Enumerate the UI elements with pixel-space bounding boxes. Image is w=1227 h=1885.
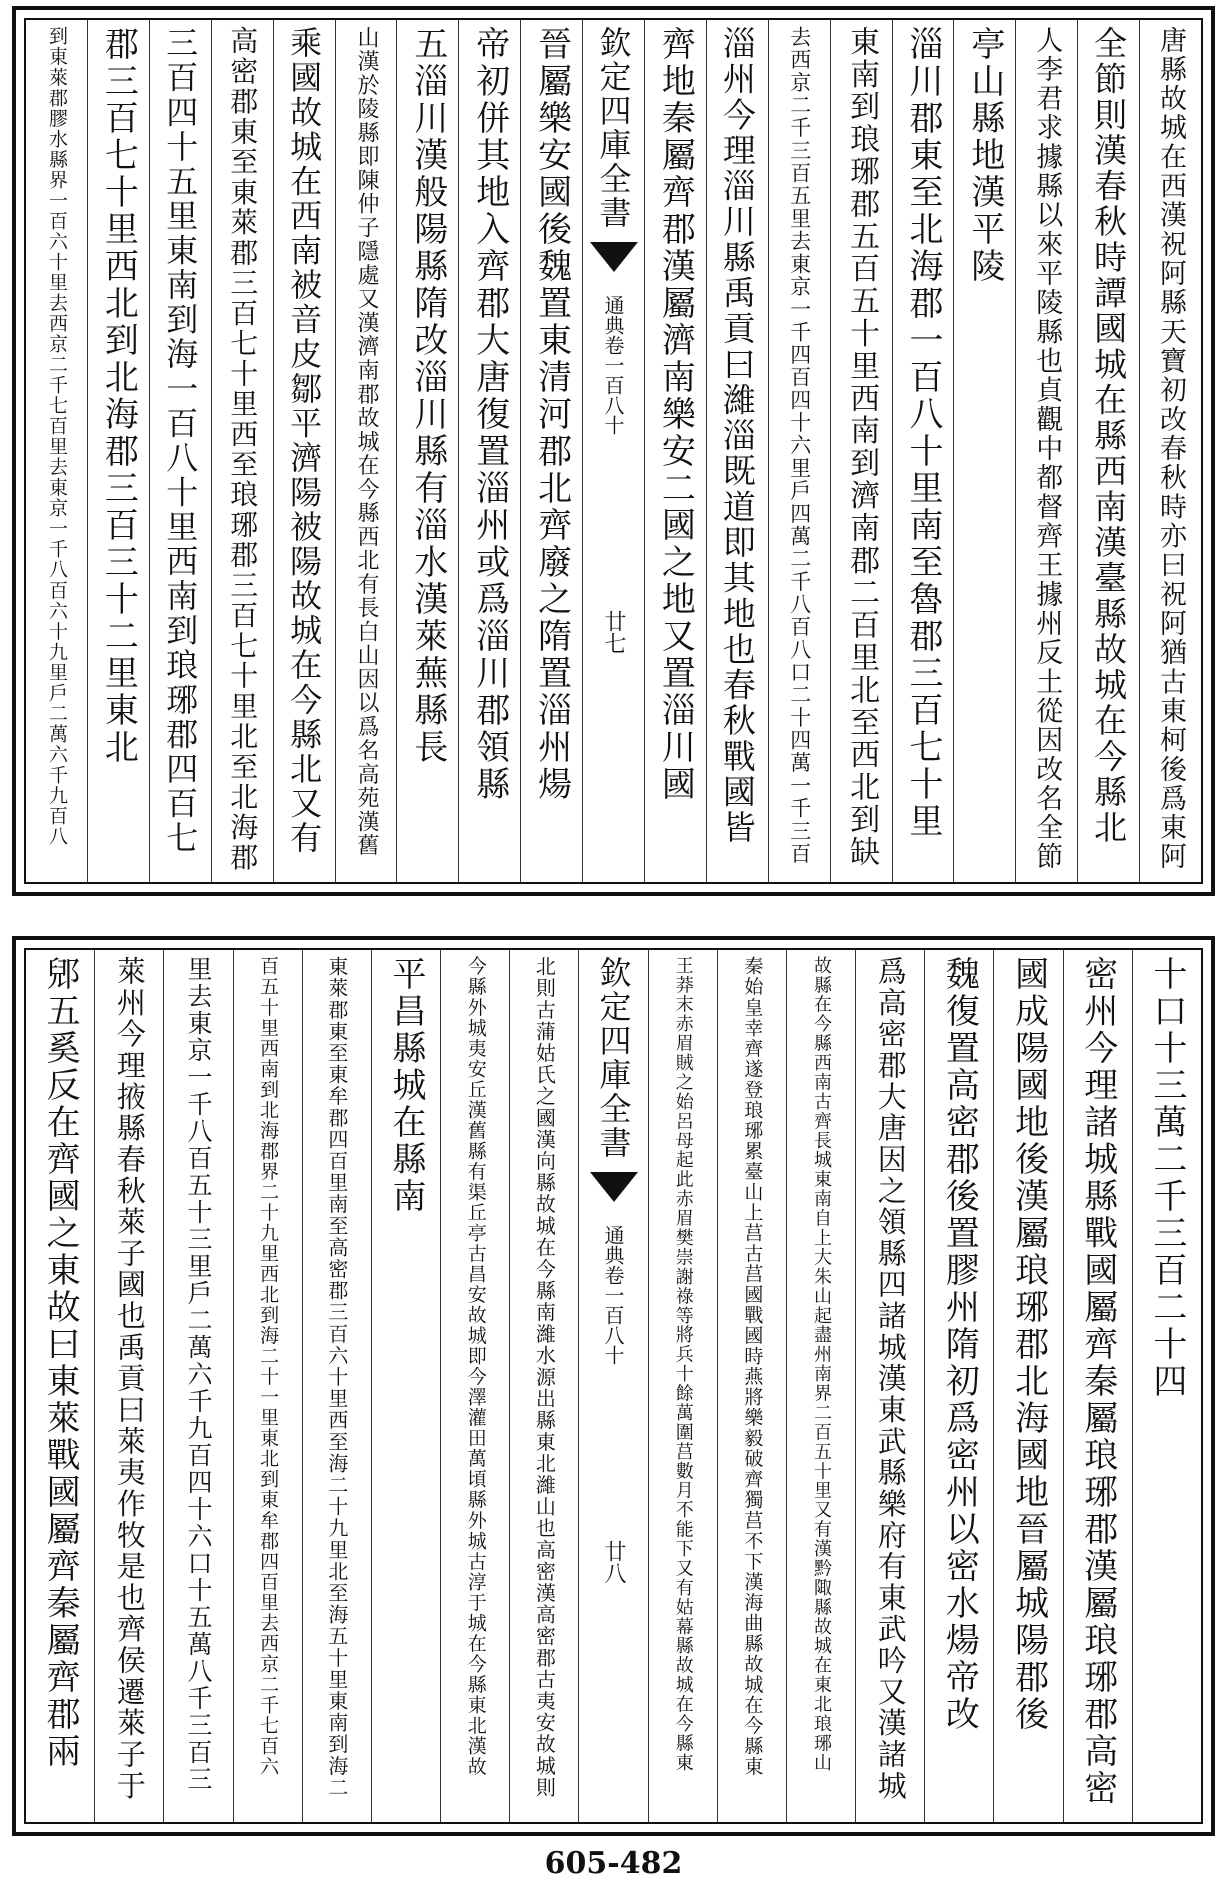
top-page-columns [26, 20, 1201, 882]
page-spine [578, 950, 647, 1822]
text-column: 晉屬樂安國後魏置東清河郡北齊廢之隋置淄州煬 [520, 20, 582, 882]
text-column: 三百四十五里東南到海一百八十里西南到琅琊郡四百七 [149, 20, 211, 882]
text-column: 平昌縣城在縣南 [371, 950, 440, 1822]
text-column: 萊州今理掖縣春秋萊子國也禹貢曰萊夷作牧是也齊侯遷萊子于 [94, 950, 163, 1822]
page-spine [582, 20, 644, 882]
text-column: 五淄川漢般陽縣隋改淄川縣有淄水漢萊蕪縣長 [396, 20, 458, 882]
text-column: 淄川郡東至北海郡一百八十里南至魯郡三百七十里 [892, 20, 954, 882]
bottom-page-frame [24, 948, 1203, 1824]
text-column: 秦始皇幸齊遂登琅琊累臺山上莒古莒國戰國時燕將樂毅破齊獨莒不下漢海曲縣故城在今縣東 [717, 950, 786, 1822]
top-page [12, 6, 1215, 896]
bottom-page [12, 936, 1215, 1836]
text-column: 郡三百七十里西北到北海郡三百三十二里東北 [87, 20, 149, 882]
text-column: 乘國故城在西南被音皮鄒平濟陽被陽故城在今縣北又有 [273, 20, 335, 882]
text-column: 全節則漢春秋時譚國城在縣西南漢臺縣故城在今縣北 [1077, 20, 1139, 882]
text-column: 到東萊郡膠水縣界一百六十里去西京二千七百里去東京一千八百六十九里戶二萬六千九百八 [46, 26, 69, 847]
text-column: 淄州今理淄川縣禹貢曰濰淄既道即其地也春秋戰國皆 [706, 20, 768, 882]
spine-section: 通典卷一百八十 [601, 295, 626, 435]
fishtail-mark-icon [590, 242, 638, 272]
spine-folio: 廿七 [601, 610, 627, 654]
text-column: 里去東京一千八百五十三里戶二萬六千九百四十六口十五萬八千三百三 [163, 950, 232, 1822]
fishtail-mark-icon [590, 1172, 638, 1202]
text-column: 齊地秦屬齊郡漢屬濟南樂安二國之地又置淄川國 [644, 20, 706, 882]
text-column: 亭山縣地漢平陵 [953, 20, 1015, 882]
bottom-page-columns [26, 950, 1201, 1822]
spine-title: 欽定四庫全書 [594, 26, 633, 230]
text-column: 東南到琅琊郡五百五十里西南到濟南郡二百里北至西北到缺 [830, 20, 892, 882]
text-column: 人李君求據縣以來平陵縣也貞觀中都督齊王據州反土從因改名全節 [1015, 20, 1077, 882]
text-column: 密州今理諸城縣戰國屬齊秦屬琅琊郡漢屬琅琊郡高密 [1063, 950, 1132, 1822]
text-column: 國成陽國地後漢屬琅琊郡北海國地晉屬城陽郡後 [993, 950, 1062, 1822]
text-column: 魏復置高密郡後置膠州隋初爲密州以密水煬帝改 [924, 950, 993, 1822]
top-page-frame [24, 18, 1203, 884]
text-column: 百五十里西南到北海郡界二十九里西北到海二十一里東北到東牟郡四百里去西京二千七百六 [233, 950, 302, 1822]
text-column: 唐縣故城在西漢祝阿縣天寶初改春秋時亦曰祝阿猶古東柯後爲東阿 [1139, 20, 1201, 882]
text-column: 十口十三萬二千三百二十四 [1132, 950, 1201, 1822]
text-column: 王莽末赤眉賊之始呂母起此赤眉樊崇謝祿等將兵十餘萬圍莒數月不能下又有姑幕縣故城在今縣東 [648, 950, 717, 1822]
text-column: 郳五奚反在齊國之東故曰東萊戰國屬齊秦屬齊郡兩 [40, 956, 81, 1770]
text-column: 去西京二千三百五里去東京一千四百四十六里戶四萬二千八百八口二十四萬一千三百 [768, 20, 830, 882]
text-column: 北則古蒲姑氏之國漢向縣故城在今縣南濰水源出縣東北濰山也高密漢高密郡古夷安故城則 [509, 950, 578, 1822]
spine-section: 通典卷一百八十 [601, 1225, 626, 1365]
text-column: 今縣外城夷安丘漢舊縣有渠丘亭古昌安故城即今澤灌田萬頃縣外城古淳于城在今縣東北漢故 [440, 950, 509, 1822]
text-column: 故縣在今縣西南古齊長城東南自上大朱山起盡州南界二百五十里又有漢黔陬縣故城在東北琅琊山 [786, 950, 855, 1822]
spine-title: 欽定四庫全書 [594, 956, 633, 1160]
text-column: 爲高密郡大唐因之領縣四諸城漢東武縣樂府有東武吟又漢諸城 [855, 950, 924, 1822]
text-column: 高密郡東至東萊郡三百七十里西至琅琊郡三百七十里北至北海郡 [211, 20, 273, 882]
text-column: 山漢於陵縣即陳仲子隱處又漢濟南郡故城在今縣西北有長白山因以爲名高苑漢舊 [335, 20, 397, 882]
text-column: 東萊郡東至東牟郡四百里南至高密郡三百六十里西至海二十九里北至海五十里東南到海二 [302, 950, 371, 1822]
spine-folio: 廿八 [601, 1540, 627, 1584]
text-column: 帝初併其地入齊郡大唐復置淄州或爲淄川郡領縣 [458, 20, 520, 882]
page-number: 605-482 [544, 1846, 683, 1881]
